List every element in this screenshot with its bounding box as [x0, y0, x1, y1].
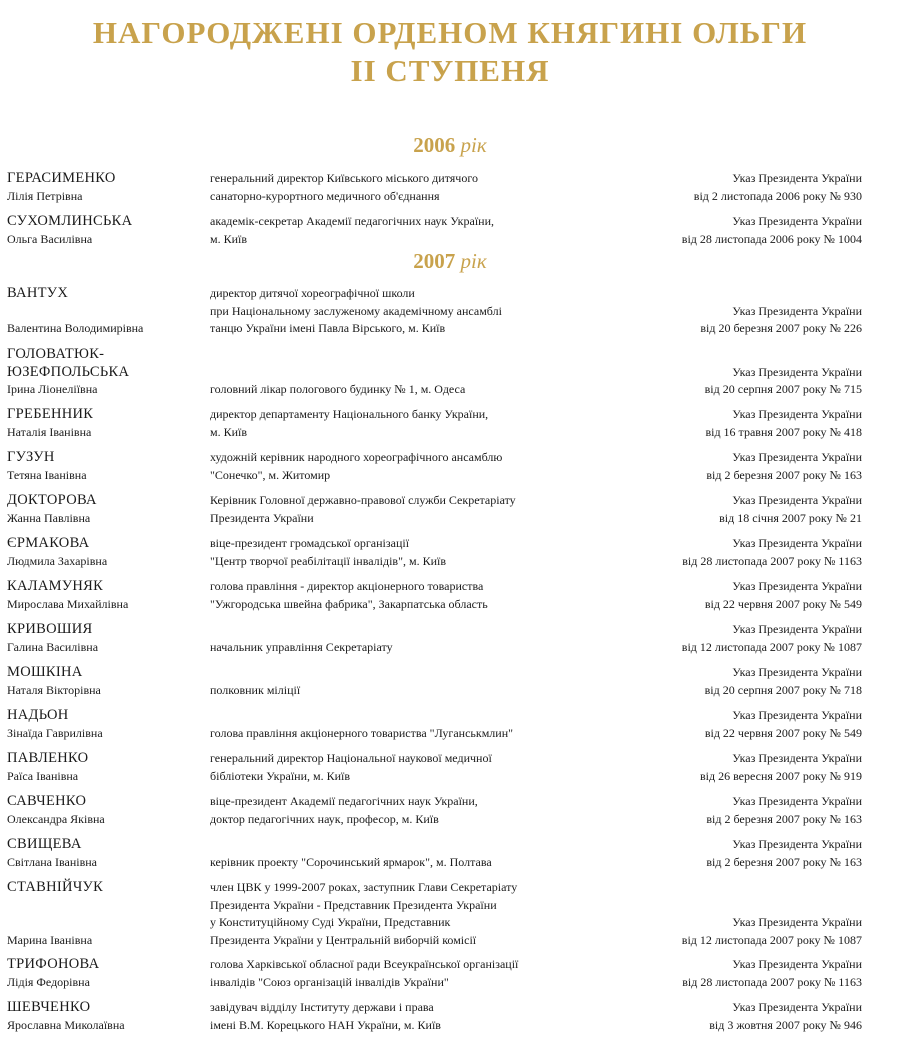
awardee-surname: МОШКІНА: [7, 664, 83, 680]
awardee-given-name: Наталія Іванівна: [7, 424, 92, 439]
spacer: [562, 285, 862, 303]
position-line: "Центр творчої реабілітації інвалідів", м. Київ: [210, 553, 447, 568]
awardee-name: [7, 170, 202, 205]
awardee-name: [7, 492, 202, 527]
decree-line: Указ Президента України: [732, 450, 862, 464]
awardee-name: [7, 578, 202, 613]
position-line: віце-президент громадської організації: [210, 536, 410, 550]
awardee-surname: НАДЬОН: [7, 707, 69, 723]
awardee-name: [7, 621, 202, 656]
year-number: 2007: [413, 249, 461, 273]
decree-line: Указ Президента України: [732, 751, 862, 765]
awardee-surname: КАЛАМУНЯК: [7, 578, 104, 594]
decree-line: Указ Президента України: [732, 214, 862, 228]
position-line: "Ужгородська швейна фабрика", Закарпатська область: [210, 596, 488, 611]
decree-line: Указ Президента України: [732, 837, 862, 851]
awardee-name: [7, 836, 202, 871]
decree-reference: [562, 664, 862, 699]
decree-line: Указ Президента України: [732, 957, 862, 971]
awardee-surname: ГОЛОВАТЮК-: [7, 346, 105, 362]
decree-reference: [562, 578, 862, 613]
decree-line: Указ Президента України: [732, 536, 862, 550]
position-line: "Сонечко", м. Житомир: [210, 467, 331, 482]
awardee-name: [7, 956, 202, 991]
awardee-given-name: Ірина Ліонеліївна: [7, 382, 98, 396]
year-heading: [0, 133, 900, 157]
position-line: імені В.М. Корецького НАН України, м. Київ: [210, 1017, 441, 1032]
awardee-entry: [0, 406, 900, 441]
position-line: бібліотеки України, м. Київ: [210, 768, 351, 783]
awardee-entry: [0, 836, 900, 871]
position-line: керівник проекту "Сорочинський ярмарок", м. Полтава: [210, 854, 492, 869]
position-line: генеральний директор Національної наукової медичної: [210, 751, 492, 765]
awardee-entry: [0, 213, 900, 248]
decree-line: Указ Президента України: [732, 493, 862, 507]
awardee-given-name: Олександра Яківна: [7, 811, 105, 826]
awardee-entry: [0, 664, 900, 699]
year-heading: [0, 249, 900, 273]
awardee-entry: [0, 449, 900, 484]
position-line: голова Харківської обласної ради Всеукраїнської організації: [210, 957, 519, 971]
awardee-surname: СУХОМЛИНСЬКА: [7, 213, 133, 229]
decree-reference: [562, 793, 862, 828]
decree-line: від 20 серпня 2007 року № 718: [704, 682, 862, 697]
decree-line: Указ Президента України: [732, 303, 862, 318]
awardee-surname: ДОКТОРОВА: [7, 492, 97, 508]
decree-reference: [562, 879, 862, 949]
awardee-surname: САВЧЕНКО: [7, 793, 87, 809]
decree-line: Указ Президента України: [732, 364, 862, 379]
awardee-surname: ГУЗУН: [7, 449, 55, 465]
position-line: Президента України у Центральній виборчій комісії: [210, 932, 477, 947]
awardee-name: [7, 999, 202, 1034]
awardee-entry: [0, 999, 900, 1034]
awardee-entry: [0, 170, 900, 205]
decree-line: від 22 червня 2007 року № 549: [704, 596, 862, 611]
position-line: Президента України - Представник Президента України: [210, 897, 497, 912]
awardee-given-name: Мирослава Михайлівна: [7, 596, 129, 611]
awardee-name: [7, 879, 202, 949]
position-line: голова правління - директор акціонерного товариства: [210, 579, 484, 593]
decree-line: від 20 березня 2007 року № 226: [700, 321, 862, 335]
decree-line: від 2 березня 2007 року № 163: [706, 811, 862, 826]
decree-line: Указ Президента України: [732, 579, 862, 593]
awardee-name: [7, 449, 202, 484]
decree-line: від 20 серпня 2007 року № 715: [704, 382, 862, 396]
awardee-surname: ГЕРАСИМЕНКО: [7, 170, 116, 186]
decree-line: Указ Президента України: [732, 407, 862, 421]
decree-line: Указ Президента України: [732, 915, 862, 929]
position-line: голова правління акціонерного товариства "Луганськмлин": [210, 725, 514, 740]
year-suffix: рік: [460, 133, 487, 157]
awardee-name: [7, 213, 202, 248]
awardee-entry: [0, 346, 900, 399]
decree-reference: [562, 449, 862, 484]
spacer: [562, 879, 862, 897]
decree-line: від 12 листопада 2007 року № 1087: [681, 932, 862, 947]
awardee-surname: СВИЩЕВА: [7, 836, 82, 852]
spacer: [562, 346, 862, 364]
awardee-name: [7, 406, 202, 441]
decree-reference: [562, 406, 862, 441]
decree-line: від 18 січня 2007 року № 21: [719, 510, 862, 525]
decree-line: від 2 березня 2007 року № 163: [706, 854, 862, 869]
position-line: у Конституційному Суді України, Представник: [210, 915, 451, 929]
awardee-entry: [0, 492, 900, 527]
decree-line: від 28 листопада 2007 року № 1163: [682, 553, 862, 568]
awardee-surname: ТРИФОНОВА: [7, 956, 100, 972]
position-line: академік-секретар Академії педагогічних наук України,: [210, 214, 495, 228]
awardee-given-name: Лілія Петрівна: [7, 188, 83, 203]
decree-reference: [562, 285, 862, 338]
spacer: [7, 897, 202, 915]
decree-line: від 2 листопада 2006 року № 930: [693, 188, 862, 203]
position-line: головний лікар пологового будинку № 1, м. Одеса: [210, 382, 466, 396]
awardee-entry: [0, 621, 900, 656]
decree-reference: [562, 707, 862, 742]
position-line: танцю України імені Павла Вірського, м. Київ: [210, 321, 446, 335]
position-line: завідувач відділу Інституту держави і права: [210, 1000, 434, 1014]
awardee-given-name: Марина Іванівна: [7, 932, 93, 947]
awardee-entry: [0, 956, 900, 991]
decree-line: від 26 вересня 2007 року № 919: [699, 768, 862, 783]
position-line: м. Київ: [210, 424, 248, 439]
awardee-surname: ВАНТУХ: [7, 285, 69, 301]
page-title-line-2: ІІ СТУПЕНЯ: [350, 53, 550, 88]
decree-line: від 22 червня 2007 року № 549: [704, 725, 862, 740]
awardee-surname: ШЕВЧЕНКО: [7, 999, 91, 1015]
awardee-given-name: Наталя Вікторівна: [7, 682, 101, 697]
awardee-given-name: Ольга Василівна: [7, 231, 93, 246]
awardee-entry: [0, 578, 900, 613]
decree-line: від 2 березня 2007 року № 163: [706, 467, 862, 482]
decree-line: від 28 листопада 2006 року № 1004: [681, 231, 862, 246]
position-line: директор департаменту Національного банку України,: [210, 407, 489, 421]
awardee-given-name: Тетяна Іванівна: [7, 467, 87, 482]
position-line: віце-президент Академії педагогічних наук України,: [210, 794, 478, 808]
position-line: член ЦВК у 1999-2007 роках, заступник Глави Секретаріату: [210, 880, 518, 894]
decree-reference: [562, 956, 862, 991]
position-line: полковник міліції: [210, 682, 301, 697]
decree-reference: [562, 999, 862, 1034]
decree-line: від 3 жовтня 2007 року № 946: [709, 1017, 862, 1032]
awardee-entry: [0, 879, 900, 949]
spacer: [7, 914, 202, 932]
awardee-entry: [0, 535, 900, 570]
position-line: при Національному заслуженому академічному ансамблі: [210, 303, 502, 318]
page-title: [0, 14, 900, 90]
decree-reference: [562, 621, 862, 656]
decree-line: Указ Президента України: [732, 708, 862, 722]
page-title-line-1: НАГОРОДЖЕНІ ОРДЕНОМ КНЯГИНІ ОЛЬГИ: [92, 15, 808, 50]
position-line: м. Київ: [210, 231, 248, 246]
decree-line: від 12 листопада 2007 року № 1087: [681, 639, 862, 654]
decree-reference: [562, 492, 862, 527]
position-line: Президента України: [210, 510, 314, 525]
spacer: [7, 303, 202, 321]
position-line: художній керівник народного хореографічного ансамблю: [210, 450, 503, 464]
awardee-name: [7, 707, 202, 742]
decree-line: Указ Президента України: [732, 622, 862, 636]
decree-line: Указ Президента України: [732, 665, 862, 679]
position-line: начальник управління Секретаріату: [210, 639, 393, 654]
awardee-surname: ГРЕБЕННИК: [7, 406, 94, 422]
decree-reference: [562, 535, 862, 570]
position-line: санаторно-курортного медичного об'єднання: [210, 188, 440, 203]
decree-reference: [562, 750, 862, 785]
awardee-name: [7, 750, 202, 785]
awardee-surname: ЄРМАКОВА: [7, 535, 90, 551]
awardee-given-name: Галина Василівна: [7, 639, 99, 654]
position-line: Керівник Головної державно-правової служби Секретаріату: [210, 493, 516, 507]
awardee-given-name: Жанна Павлівна: [7, 510, 91, 525]
decree-reference: [562, 836, 862, 871]
awardee-name: [7, 664, 202, 699]
awardee-name: [7, 793, 202, 828]
awardee-given-name: Людмила Захарівна: [7, 553, 108, 568]
position-line: доктор педагогічних наук, професор, м. Київ: [210, 811, 439, 826]
decree-line: Указ Президента України: [732, 1000, 862, 1014]
awardee-entry: [0, 750, 900, 785]
year-number: 2006: [413, 133, 461, 157]
awardee-name: [7, 535, 202, 570]
awardee-surname: СТАВНІЙЧУК: [7, 879, 104, 895]
position-line: інвалідів "Союз організацій інвалідів України": [210, 974, 449, 989]
decree-line: Указ Президента України: [732, 171, 862, 185]
awardee-surname: КРИВОШИЯ: [7, 621, 93, 637]
awardee-surname: ПАВЛЕНКО: [7, 750, 89, 766]
decree-reference: [562, 170, 862, 205]
year-suffix: рік: [460, 249, 487, 273]
awardee-surname: ЮЗЕФПОЛЬСЬКА: [7, 363, 130, 380]
decree-reference: [562, 213, 862, 248]
spacer: [562, 897, 862, 915]
awardee-entry: [0, 707, 900, 742]
awardee-given-name: Зінаїда Гаврилівна: [7, 725, 103, 740]
awardee-name: [7, 346, 202, 399]
decree-reference: [562, 346, 862, 399]
awardee-given-name: Світлана Іванівна: [7, 854, 98, 869]
awardee-entry: [0, 793, 900, 828]
position-line: генеральний директор Київського міського дитячого: [210, 171, 478, 185]
awardee-given-name: Раїса Іванівна: [7, 768, 79, 783]
decree-line: Указ Президента України: [732, 794, 862, 808]
decree-line: від 28 листопада 2007 року № 1163: [682, 974, 862, 989]
awardee-name: [7, 285, 202, 338]
awardee-entry: [0, 285, 900, 338]
awardee-given-name: Валентина Володимирівна: [7, 321, 144, 335]
position-line: директор дитячої хореографічної школи: [210, 286, 415, 300]
decree-line: від 16 травня 2007 року № 418: [705, 424, 862, 439]
awardee-given-name: Лідія Федорівна: [7, 974, 90, 989]
awardee-given-name: Ярославна Миколаївна: [7, 1017, 125, 1032]
